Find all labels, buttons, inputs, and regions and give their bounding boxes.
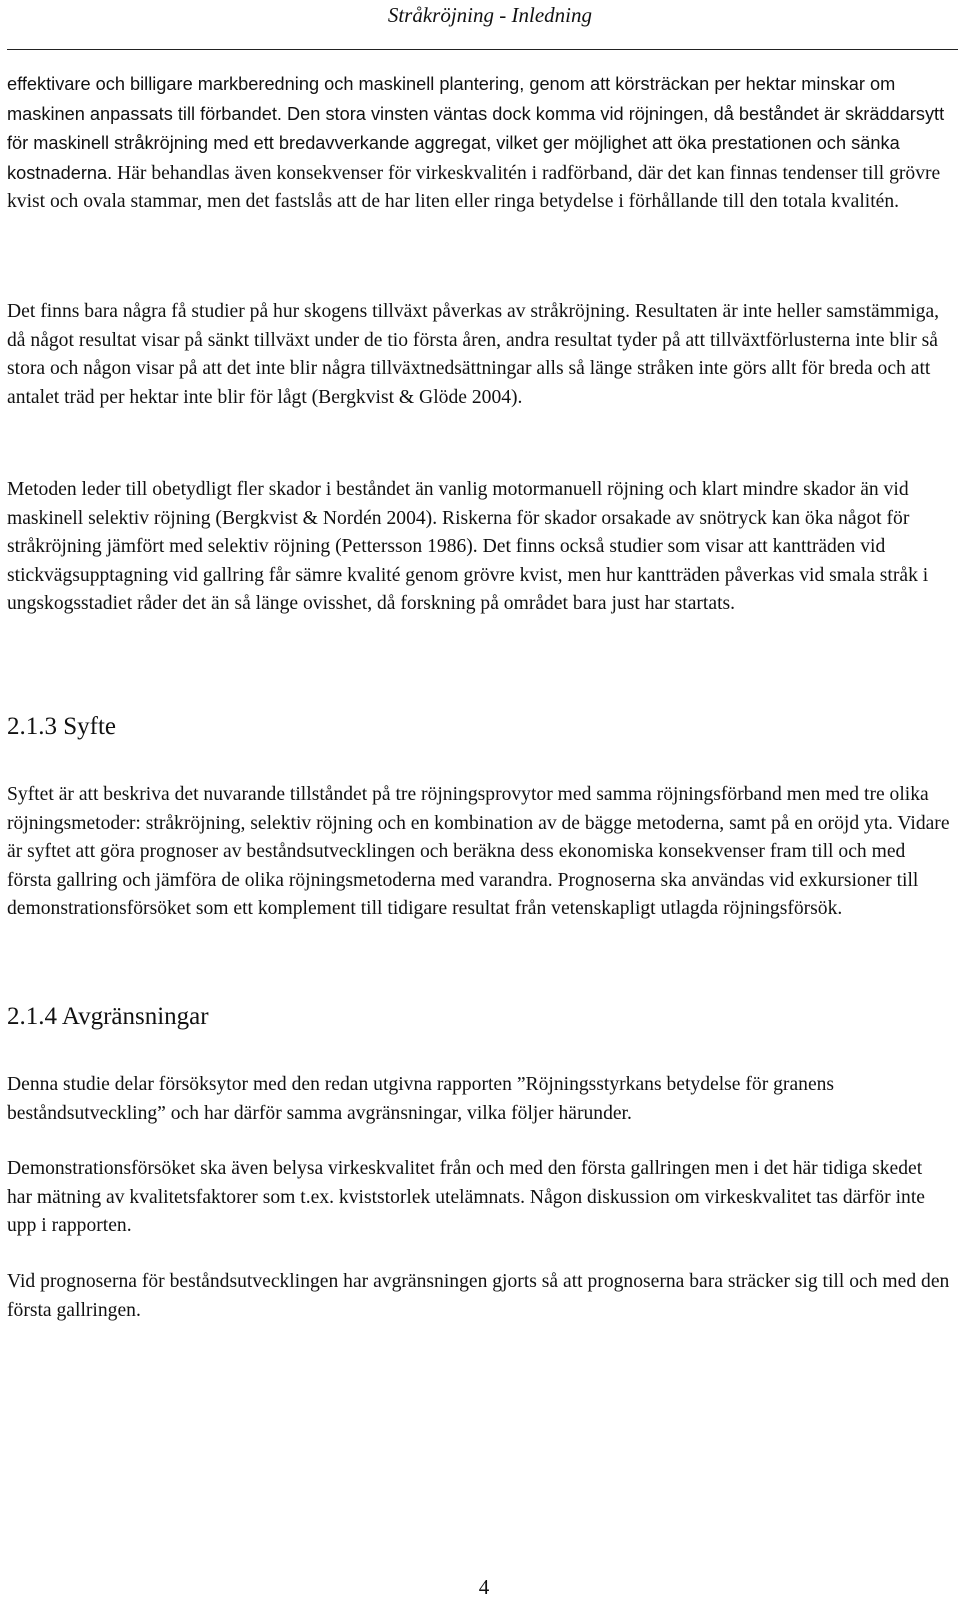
running-header-title: Stråkröjning - Inledning	[387, 3, 592, 27]
paragraph-damage-method: Metoden leder till obetydligt fler skador i beståndet än vanlig motormanuell röjning och klart mindre skador än vid maskinell selektiv röjning (Bergkvist & Nordén 2004). Riskerna för skador orsakade av snötryck kan öka något för stråkröjning jämfört med selektiv röjning (Pettersson 1986). Det finns också studier som visar att kantträden vid stickvägsupptagning vid gallring får sämre kvalité genom grövre kvist, men hur kantträden påverkas vid smala stråk i ungskogsstadiet råder det än så länge ovisshet, då forskning på området bara just har startats.	[7, 479, 929, 615]
paragraph-avgransningar-2: Demonstrationsförsöket ska även belysa virkeskvalitet från och med den första gallringen men i det här tidiga skedet har mätning av kvalitetsfaktorer som t.ex. kviststorlek utelämnats. Någon diskussion om virkeskvalitet tas därför inte upp i rapporten.	[7, 1158, 925, 1237]
heading-avgransningar: 2.1.4 Avgränsningar	[7, 1003, 209, 1030]
running-header	[0, 0, 960, 32]
paragraph-avgransningar-3: Vid prognoserna för beståndsutvecklingen har avgränsningen gjorts så att prognoserna bara sträcker sig till och med den första gallringen.	[7, 1271, 950, 1321]
paragraph-syfte: Syftet är att beskriva det nuvarande tillståndet på tre röjningsprovytor med samma röjningsförband men med tre olika röjningsmetoder: stråkröjning, selektiv röjning och en kombination av de bägge metoderna, samt på en oröjd yta. Vidare är syftet att göra prognoser av beståndsutvecklingen och beräkna dess ekonomiska konsekvenser fram till och med första gallring och jämföra de olika röjningsmetoderna med varandra. Prognoserna ska användas vid exkursioner till demonstrationsförsöket som ett komplement till tidigare resultat från vetenskapligt utlagda röjningsförsök.	[7, 784, 950, 920]
paragraph-avgransningar-1: Denna studie delar försöksytor med den redan utgivna rapporten ”Röjningsstyrkans betydelse för granens beståndsutveckling” och har därför samma avgränsningar, vilka följer härunder.	[7, 1074, 835, 1124]
paragraph-growth-studies: Det finns bara några få studier på hur skogens tillväxt påverkas av stråkröjning. Resultaten är inte heller samstämmiga, då något resultat visar på sänkt tillväxt under de tio första åren, andra resultat tyder på att tillväxtförlusterna inte blir så stora och någon visar på att det inte blir några tillväxtnedsättningar alls så länge stråken inte görs allt för breda och att antalet träd per hektar inte blir för lågt (Bergkvist & Glöde 2004).	[7, 301, 940, 408]
page-number: 4	[478, 1575, 490, 1599]
heading-syfte: 2.1.3 Syfte	[7, 713, 117, 740]
header-rule	[7, 49, 958, 50]
paragraph-serif-segment: Här behandlas även konsekvenser för virkeskvalitén i radförband, där det kan finnas tendenser till grövre kvist och ovala stammar, men det fastslås att de har liten eller ringa betydelse i förhållande till den totala kvalitén.	[7, 162, 941, 213]
paragraph-intro-continued	[7, 70, 952, 217]
paragraph-sans-segment: effektivare och billigare markberedning och maskinell plantering, genom att körsträckan per hektar minskar om maskinen anpassats till förbandet. Den stora vinsten väntas dock komma vid röjningen, då beståndet är skräddarsytt för maskinell stråkröjning med ett bredavverkande aggregat, vilket ger möjlighet att öka prestationen och sänka kostnaderna.	[7, 74, 945, 183]
